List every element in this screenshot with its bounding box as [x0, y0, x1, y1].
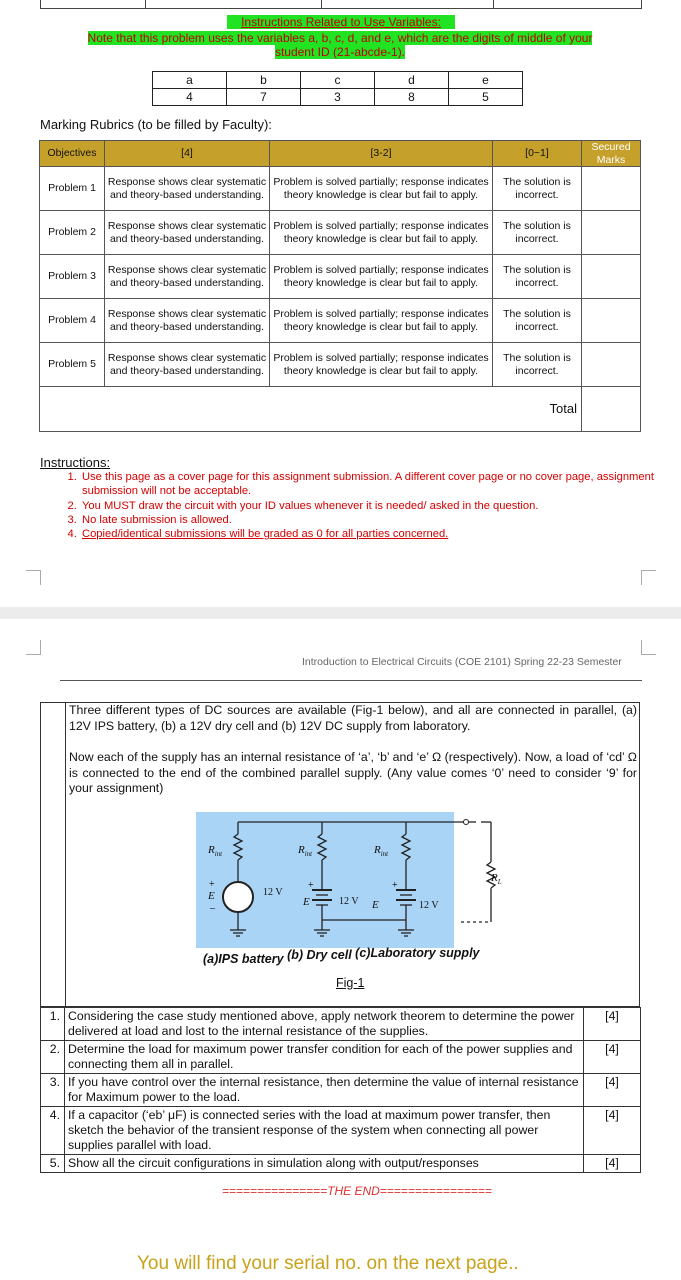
- variables-value-row: [153, 89, 523, 106]
- rubric-header-row: [40, 141, 641, 167]
- circuit-diagram: [196, 812, 506, 948]
- rubric-objective: Problem 3: [40, 255, 105, 299]
- rubric-header-col2: [3-2]: [270, 141, 493, 167]
- secured-marks-cell: [582, 299, 641, 343]
- variables-note: [60, 31, 620, 59]
- var-header: b: [227, 72, 301, 89]
- var-value: 8: [375, 89, 449, 106]
- rubric-header-objectives: Objectives: [40, 141, 105, 167]
- page-separator: [0, 607, 681, 619]
- rubric-cell: Response shows clear systematic and theory-based understanding.: [105, 255, 270, 299]
- caption-lab-supply: (c)Laboratory supply: [355, 946, 480, 960]
- question-number: 5.: [41, 1155, 65, 1173]
- rubric-title: Marking Rubrics (to be filled by Faculty):: [40, 117, 272, 132]
- variables-header-row: [153, 72, 523, 89]
- question-row: [41, 1155, 641, 1173]
- voltage-label-c: 12 V: [419, 900, 439, 911]
- question-marks: [4]: [584, 1008, 641, 1041]
- rubric-cell: Response shows clear systematic and theory-based understanding.: [105, 167, 270, 211]
- page-header: Introduction to Electrical Circuits (COE 2101) Spring 22-23 Semester: [302, 656, 622, 668]
- page-corner-mark: [641, 640, 656, 655]
- rubric-row: [40, 211, 641, 255]
- rubric-cell: Response shows clear systematic and theory-based understanding.: [105, 211, 270, 255]
- rubric-objective: Problem 5: [40, 343, 105, 387]
- question-text: Show all the circuit configurations in simulation along with output/responses: [65, 1155, 584, 1173]
- secured-marks-cell: [582, 255, 641, 299]
- rubric-header-col1: [4]: [105, 141, 270, 167]
- var-value: 3: [301, 89, 375, 106]
- instruction-item: 3. No late submission is allowed.: [80, 513, 665, 527]
- figure-caption: [203, 946, 480, 966]
- var-header: e: [449, 72, 523, 89]
- question-text: If you have control over the internal resistance, then determine the value of internal resistance for Maximum power to the load.: [65, 1074, 584, 1107]
- voltage-label-a: 12 V: [263, 887, 283, 898]
- rubric-row: [40, 343, 641, 387]
- rubric-objective: Problem 2: [40, 211, 105, 255]
- case-study-paragraph-2: Now each of the supply has an internal resistance of ‘a’, ‘b’ and ‘e’ Ω (respectively). Now, a load of ‘cd’ Ω is connected to the end of the combined parallel supply. (Any value comes ‘0’ need to consider ‘9’ for your assignment): [69, 750, 637, 795]
- voltage-label-b: 12 V: [339, 896, 359, 907]
- page-corner-mark: [26, 570, 41, 585]
- variables-note-line2: student ID (21-abcde-1).: [274, 45, 406, 59]
- question-row: [41, 1074, 641, 1107]
- rubric-table: [39, 140, 641, 432]
- var-header: a: [153, 72, 227, 89]
- svg-text:+: +: [392, 880, 398, 891]
- rubric-cell: The solution is incorrect.: [493, 343, 582, 387]
- question-text: Considering the case study mentioned above, apply network theorem to determine the power delivered at load and lost to the internal resistance of the supplies.: [65, 1008, 584, 1041]
- var-header: c: [301, 72, 375, 89]
- rubric-cell: Response shows clear systematic and theory-based understanding.: [105, 299, 270, 343]
- secured-marks-cell: [582, 167, 641, 211]
- question-number: 4.: [41, 1107, 65, 1155]
- rubric-cell: Problem is solved partially; response indicates theory knowledge is clear but fail to apply.: [270, 299, 493, 343]
- variables-title: Instructions Related to Use Variables:: [227, 15, 455, 29]
- rubric-cell: Problem is solved partially; response indicates theory knowledge is clear but fail to apply.: [270, 255, 493, 299]
- rubric-cell: Problem is solved partially; response indicates theory knowledge is clear but fail to apply.: [270, 167, 493, 211]
- variables-note-line1: Note that this problem uses the variables a, b, c, d, and e, which are the digits of middle of your: [87, 31, 593, 45]
- question-number: 3.: [41, 1074, 65, 1107]
- rubric-cell: The solution is incorrect.: [493, 299, 582, 343]
- question-number: 2.: [41, 1041, 65, 1074]
- the-end-marker: ===============THE END================: [222, 1184, 492, 1198]
- question-marks: [4]: [584, 1155, 641, 1173]
- instruction-item: 1. Use this page as a cover page for this assignment submission. A different cover page or no cover page, assignment submission will not be acceptable.: [80, 470, 665, 499]
- figure-label: Fig-1: [336, 976, 365, 990]
- emf-label-a: E: [208, 890, 215, 902]
- rubric-cell: The solution is incorrect.: [493, 255, 582, 299]
- question-row: [41, 1107, 641, 1155]
- rint-label-c: $R_{int}$: [374, 844, 389, 859]
- rubric-cell: Problem is solved partially; response indicates theory knowledge is clear but fail to apply.: [270, 343, 493, 387]
- rubric-cell: Problem is solved partially; response indicates theory knowledge is clear but fail to apply.: [270, 211, 493, 255]
- instructions-title: Instructions:: [40, 455, 111, 470]
- emf-label-c: E: [372, 899, 379, 911]
- caption-dry-cell: (b) Dry cell: [287, 948, 352, 962]
- instruction-item: 2. You MUST draw the circuit with your ID values whenever it is needed/ asked in the question.: [80, 499, 665, 513]
- rubric-cell: The solution is incorrect.: [493, 211, 582, 255]
- rubric-total-row: [40, 387, 641, 432]
- rubric-row: [40, 167, 641, 211]
- svg-text:+: +: [209, 879, 215, 890]
- rint-label-a: $R_{int}$: [208, 844, 223, 859]
- page-corner-mark: [641, 570, 656, 585]
- rubric-total-label: Total: [40, 387, 582, 432]
- date-label: [43, 0, 71, 1]
- question-row: [41, 1041, 641, 1074]
- svg-text:–: –: [210, 903, 215, 914]
- rubric-objective: Problem 1: [40, 167, 105, 211]
- var-value: 4: [153, 89, 227, 106]
- date-table: [40, 0, 642, 9]
- caption-ips: (a)IPS battery: [203, 952, 284, 966]
- secured-marks-cell: [582, 343, 641, 387]
- rubric-cell: Response shows clear systematic and theory-based understanding.: [105, 343, 270, 387]
- var-header: d: [375, 72, 449, 89]
- rubric-cell: The solution is incorrect.: [493, 167, 582, 211]
- rubric-header-col3: [0~1]: [493, 141, 582, 167]
- var-value: 5: [449, 89, 523, 106]
- question-number: 1.: [41, 1008, 65, 1041]
- svg-text:+: +: [308, 880, 314, 891]
- question-text: Determine the load for maximum power transfer condition for each of the power supplies and connecting them all in parallel.: [65, 1041, 584, 1074]
- case-study-paragraph-1: Three different types of DC sources are available (Fig-1 below), and all are connected in parallel, (a) 12V IPS battery, (b) a 12V dry cell and (b) 12V DC supply from laboratory.: [69, 703, 637, 733]
- rubric-row: [40, 255, 641, 299]
- emf-label-b: E: [303, 896, 310, 908]
- questions-table: [40, 1007, 641, 1173]
- question-text: If a capacitor (‘eb’ μF) is connected series with the load at maximum power transfer, then sketch the behavior of the transient response of the system when connecting all power supplies parallel with load.: [65, 1107, 584, 1155]
- instruction-item: 4. Copied/identical submissions will be graded as 0 for all parties concerned.: [80, 527, 665, 541]
- question-row: [41, 1008, 641, 1041]
- question-marks: [4]: [584, 1074, 641, 1107]
- serial-note: You will find your serial no. on the next page..: [137, 1253, 519, 1274]
- rubric-objective: Problem 4: [40, 299, 105, 343]
- load-resistor-label: $R_L$: [491, 872, 502, 887]
- instructions-list: [62, 470, 665, 541]
- question-marks: [4]: [584, 1041, 641, 1074]
- question-marks: [4]: [584, 1107, 641, 1155]
- variables-table: [152, 71, 523, 106]
- header-rule: [60, 680, 642, 681]
- rint-label-b: $R_{int}$: [298, 844, 313, 859]
- secured-marks-cell: [582, 211, 641, 255]
- rubric-row: [40, 299, 641, 343]
- page-corner-mark: [26, 640, 41, 655]
- total-marks-cell: [582, 387, 641, 432]
- var-value: 7: [227, 89, 301, 106]
- rubric-header-secured: Secured Marks: [582, 141, 641, 167]
